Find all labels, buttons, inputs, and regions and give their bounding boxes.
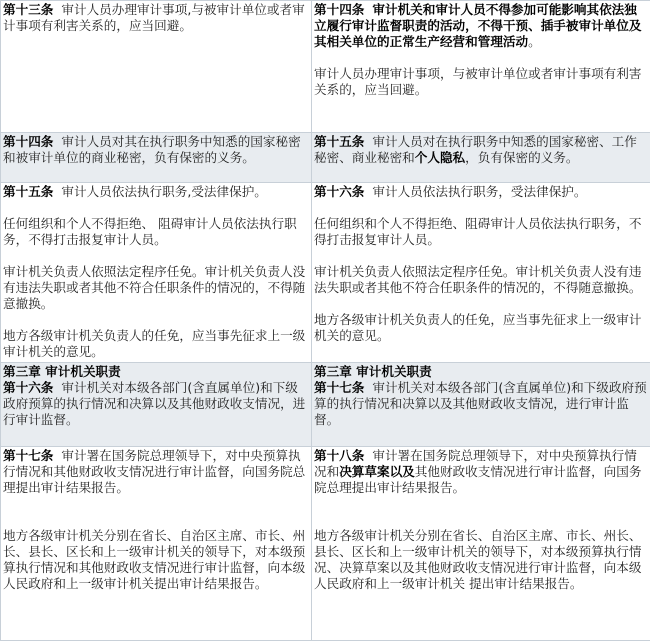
article-number: 第十八条 xyxy=(314,448,365,463)
article-paragraph: 第十四条 审计人员对其在执行职务中知悉的国家秘密和被审计单位的商业秘密，负有保密的义务。 xyxy=(3,134,301,165)
article-number: 第十五条 xyxy=(3,184,54,199)
article-number: 第十五条 xyxy=(314,134,365,149)
new-text-cell xyxy=(312,447,650,641)
article-paragraph: 第十六条 审计机关对本级各部门(含直属单位)和下级政府预算的执行情况和决算以及其他财政收支情况，进行审计监督。 xyxy=(3,380,306,427)
chapter-heading: 第三章 审计机关职责 xyxy=(3,364,121,379)
amended-text: 审计机关和审计人员不得参加可能影响其依法独立履行审计监督职责的活动，不得干预、插手被审计单位及其相关单位的正常生产经营和管理活动 xyxy=(314,2,642,49)
new-text-cell xyxy=(312,183,650,363)
article-paragraph: 第十四条 审计机关和审计人员不得参加可能影响其依法独立履行审计监督职责的活动，不得干预、插手被审计单位及其相关单位的正常生产经营和管理活动。 xyxy=(314,2,642,49)
article-paragraph: 地方各级审计机关负责人的任免，应当事先征求上一级审计机关的意见。 xyxy=(3,328,306,359)
article-number: 第十七条 xyxy=(3,448,54,463)
new-text-cell xyxy=(312,133,650,183)
article-number: 第十三条 xyxy=(3,2,54,17)
table-row xyxy=(1,133,650,183)
article-number: 第十六条 xyxy=(314,184,365,199)
new-text-cell xyxy=(312,363,650,447)
article-paragraph: 地方各级审计机关分别在省长、自治区主席、市长、州长、县长、区长和上一级审计机关的领导下，对本级预算执行情况和其他财政收支情况进行审计监督，向本级人民政府和上一级审计机关提出审计结果报告。 xyxy=(3,528,306,591)
table-row xyxy=(1,183,650,363)
article-paragraph: 任何组织和个人不得拒绝、阻碍审计人员依法执行职务，不得打击报复审计人员。 xyxy=(314,216,642,247)
article-paragraph: 第十七条 审计机关对本级各部门(含直属单位)和下级政府预算的执行情况和决算以及其他财政收支情况，进行审计监督。 xyxy=(314,380,647,427)
article-paragraph: 第十七条 审计署在国务院总理领导下，对中央预算执行情况和其他财政收支情况进行审计监督，向国务院总理提出审计结果报告。 xyxy=(3,448,306,495)
article-paragraph: 第十八条 审计署在国务院总理领导下，对中央预算执行情况和决算草案以及其他财政收支情况进行审计监督，向国务院总理提出审计结果报告。 xyxy=(314,448,642,495)
chapter-heading: 第三章 审计机关职责 xyxy=(314,364,432,379)
article-paragraph: 第十六条 审计人员依法执行职务，受法律保护。 xyxy=(314,184,587,199)
article-paragraph: 审计机关负责人依照法定程序任免。审计机关负责人没有违法失职或者其他不符合任职条件的情况的，不得随意撤换。 xyxy=(314,264,642,295)
article-paragraph: 第十三条 审计人员办理审计事项,与被审计单位或者审计事项有利害关系的，应当回避。 xyxy=(3,2,305,33)
article-paragraph: 第十五条 审计人员依法执行职务,受法律保护。 xyxy=(3,184,267,199)
table-row xyxy=(1,363,650,447)
old-text-cell xyxy=(1,133,312,183)
article-paragraph: 地方各级审计机关分别在省长、自治区主席、市长、州长、县长、区长和上一级审计机关的领导下，对本级预算执行情况、决算草案以及其他财政收支情况进行审计监督，向本级人民政府和上一级审计机关 提出审计结果报告。 xyxy=(314,528,642,591)
amended-text: 个人隐私 xyxy=(414,150,466,165)
article-number: 第十四条 xyxy=(3,134,54,149)
article-number: 第十六条 xyxy=(3,380,54,395)
old-text-cell xyxy=(1,183,312,363)
article-paragraph: 审计人员办理审计事项，与被审计单位或者审计事项有利害关系的，应当回避。 xyxy=(314,66,642,97)
amended-text: 决算草案以及 xyxy=(339,464,415,479)
article-number: 第十四条 xyxy=(314,2,365,17)
old-text-cell xyxy=(1,447,312,641)
table-row xyxy=(1,1,650,133)
old-text-cell xyxy=(1,1,312,133)
old-text-cell xyxy=(1,363,312,447)
article-paragraph: 审计机关负责人依照法定程序任免。审计机关负责人没有违法失职或者其他不符合任职条件的情况的，不得随意撤换。 xyxy=(3,264,306,311)
article-paragraph: 地方各级审计机关负责人的任免，应当事先征求上一级审计机关的意见。 xyxy=(314,312,642,343)
table-row xyxy=(1,447,650,641)
new-text-cell xyxy=(312,1,650,133)
article-number: 第十七条 xyxy=(314,380,365,395)
article-paragraph: 任何组织和个人不得拒绝、 阻碍审计人员依法执行职务，不得打击报复审计人员。 xyxy=(3,216,297,247)
article-paragraph: 第十五条 审计人员对在执行职务中知悉的国家秘密、工作秘密、商业秘密和个人隐私，负有保密的义务。 xyxy=(314,134,637,165)
